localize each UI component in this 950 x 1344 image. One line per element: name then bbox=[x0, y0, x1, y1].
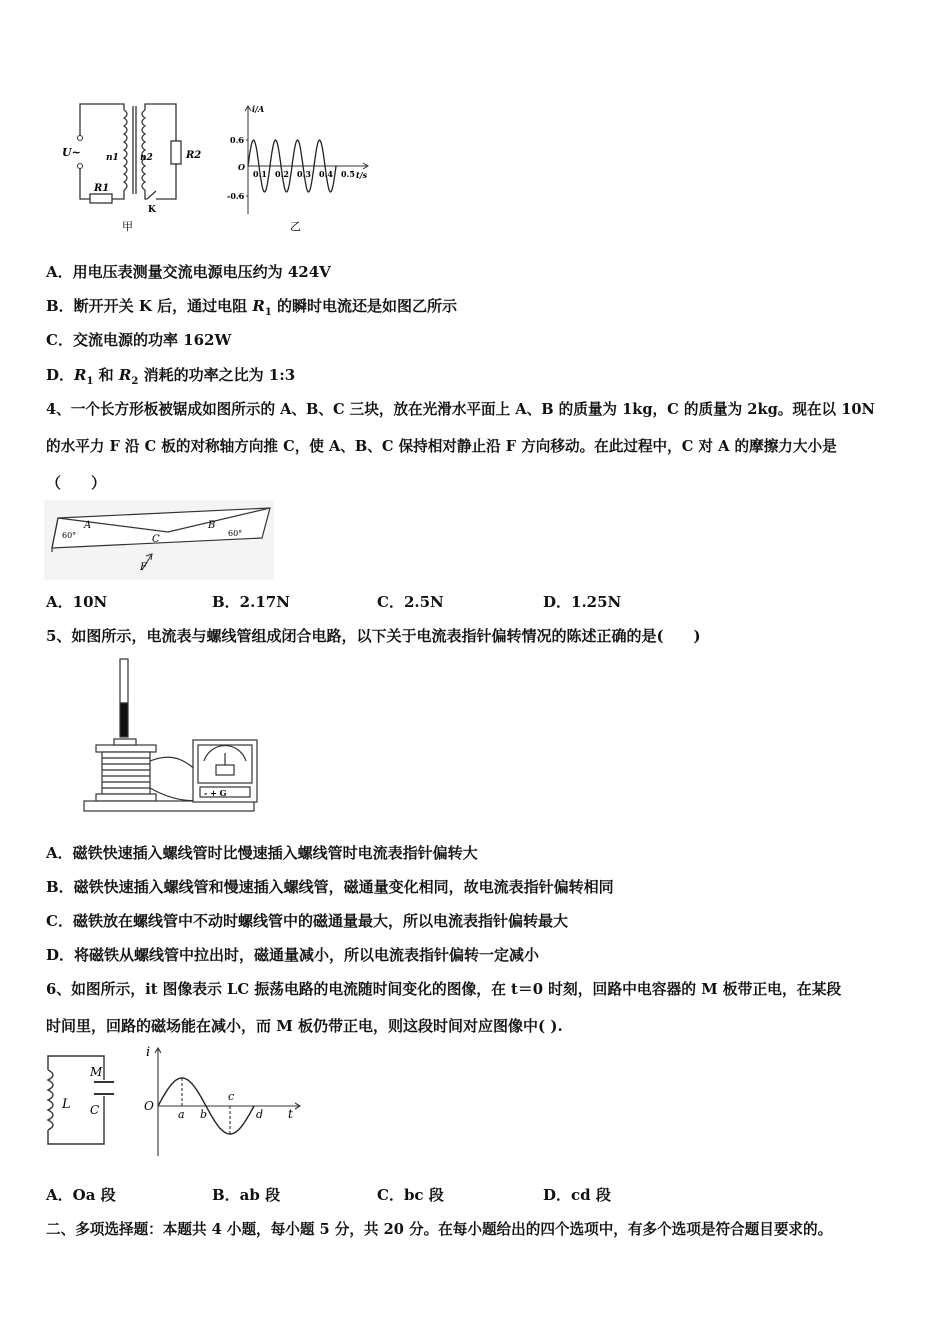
current-time-chart bbox=[218, 96, 378, 236]
q5-stem: 5、如图所示，电流表与螺线管组成闭合电路，以下关于电流表指针偏转情况的陈述正确的是( ) bbox=[46, 627, 701, 645]
y-tick-positive: 0.6 bbox=[230, 135, 244, 145]
x-tick: 0.1 bbox=[253, 169, 267, 179]
origin-o-label: O bbox=[144, 1099, 154, 1113]
section-2-heading: 二、多项选择题：本题共 4 小题，每小题 5 分，共 20 分。在每小题给出的四个选项中，有多个选项是符合题目要求的。 bbox=[46, 1221, 833, 1238]
q3-option-b: B．断开开关 K 后，通过电阻 $R_1$ 的瞬时电流还是如图乙所示 bbox=[46, 297, 458, 318]
q5-option-c: C．磁铁放在螺线管中不动时螺线管中的磁通量最大，所以电流表指针偏转最大 bbox=[46, 912, 568, 930]
figure-caption-jia: 甲 bbox=[122, 220, 133, 233]
q4-stem-line3: （ ） bbox=[46, 474, 107, 492]
q3-option-a: A．用电压表测量交流电源电压约为 424V bbox=[46, 263, 331, 281]
lc-current-chart bbox=[140, 1042, 310, 1162]
y-tick-negative: -0.6 bbox=[227, 191, 245, 201]
x-tick: 0.5 bbox=[341, 169, 355, 179]
x-tick: 0.2 bbox=[275, 169, 289, 179]
q6-stem-line1: 6、如图所示，it 图像表示 LC 振荡电路的电流随时间变化的图像，在 t＝0 时刻，回路中电容器的 M 板带正电，在某段 bbox=[46, 981, 842, 998]
q6-stem-line2: 时间里，回路的磁场能在减小，而 M 板仍带正电，则这段时间对应图像中( ). bbox=[46, 1017, 563, 1035]
q5-option-a: A．磁铁快速插入螺线管时比慢速插入螺线管时电流表指针偏转大 bbox=[46, 844, 478, 862]
q4-option-c: C．2.5N bbox=[377, 593, 444, 611]
point-a-label: a bbox=[178, 1108, 185, 1121]
x-tick: 0.3 bbox=[297, 169, 311, 179]
i-axis-label: i bbox=[146, 1045, 151, 1060]
switch-label: K bbox=[148, 205, 156, 215]
plate-label-a: A bbox=[84, 520, 92, 531]
q3-option-c: C．交流电源的功率 162W bbox=[46, 331, 232, 349]
plate-label-c: C bbox=[152, 534, 160, 545]
q4-option-a: A．10N bbox=[46, 593, 108, 611]
q4-stem-line1: 4、一个长方形板被锯成如图所示的 A、B、C 三块，放在光滑水平面上 A、B 的质量为 1kg，C 的质量为 2kg。现在以 10N bbox=[46, 401, 875, 418]
origin-label: O bbox=[238, 162, 245, 172]
point-d-label: d bbox=[256, 1108, 264, 1121]
angle-left: 60° bbox=[62, 531, 77, 540]
transformer-circuit-figure bbox=[46, 96, 216, 236]
galvanometer-terminals: - + G bbox=[204, 788, 227, 798]
point-c-label: c bbox=[228, 1090, 235, 1103]
y-axis-label: i/A bbox=[252, 104, 265, 114]
solenoid-galvanometer-figure bbox=[80, 655, 280, 815]
q6-option-d: D．cd 段 bbox=[543, 1186, 611, 1204]
q5-option-d: D．将磁铁从螺线管中拉出时，磁通量减小，所以电流表指针偏转一定减小 bbox=[46, 946, 540, 964]
r2-label: R2 bbox=[186, 150, 202, 161]
q6-option-c: C．bc 段 bbox=[377, 1186, 444, 1204]
r1-label: R1 bbox=[94, 183, 110, 194]
q4-option-d: D．1.25N bbox=[543, 593, 622, 611]
x-tick: 0.4 bbox=[319, 169, 333, 179]
inductor-label: L bbox=[62, 1097, 71, 1112]
angle-right: 60° bbox=[228, 529, 243, 538]
t-axis-label: t bbox=[288, 1107, 293, 1121]
n1-label: n1 bbox=[106, 153, 119, 163]
q4-option-b: B．2.17N bbox=[212, 593, 290, 611]
plate-label-b: B bbox=[208, 520, 216, 531]
n2-label: n2 bbox=[140, 153, 153, 163]
figure-caption-yi: 乙 bbox=[290, 220, 301, 233]
x-axis-label: t/s bbox=[356, 170, 368, 180]
q4-stem-line2: 的水平力 F 沿 C 板的对称轴方向推 C，使 A、B、C 保持相对静止沿 F 方向移动。在此过程中，C 对 A 的摩擦力大小是 bbox=[46, 438, 837, 455]
q6-option-a: A．Oa 段 bbox=[46, 1186, 116, 1204]
point-b-label: b bbox=[200, 1108, 208, 1121]
q3-option-d: D．$R_1$ 和 $R_2$ 消耗的功率之比为 1:3 bbox=[46, 366, 296, 387]
q5-option-b: B．磁铁快速插入螺线管和慢速插入螺线管，磁通量变化相同，故电流表指针偏转相同 bbox=[46, 878, 614, 896]
capacitor-plate-m: M bbox=[90, 1065, 103, 1079]
u-label: U~ bbox=[62, 146, 81, 159]
force-label-f: F bbox=[140, 562, 147, 573]
q6-option-b: B．ab 段 bbox=[212, 1186, 281, 1204]
capacitor-label: C bbox=[90, 1103, 100, 1117]
lc-circuit-figure bbox=[44, 1050, 124, 1150]
plate-abc-figure bbox=[44, 500, 274, 580]
